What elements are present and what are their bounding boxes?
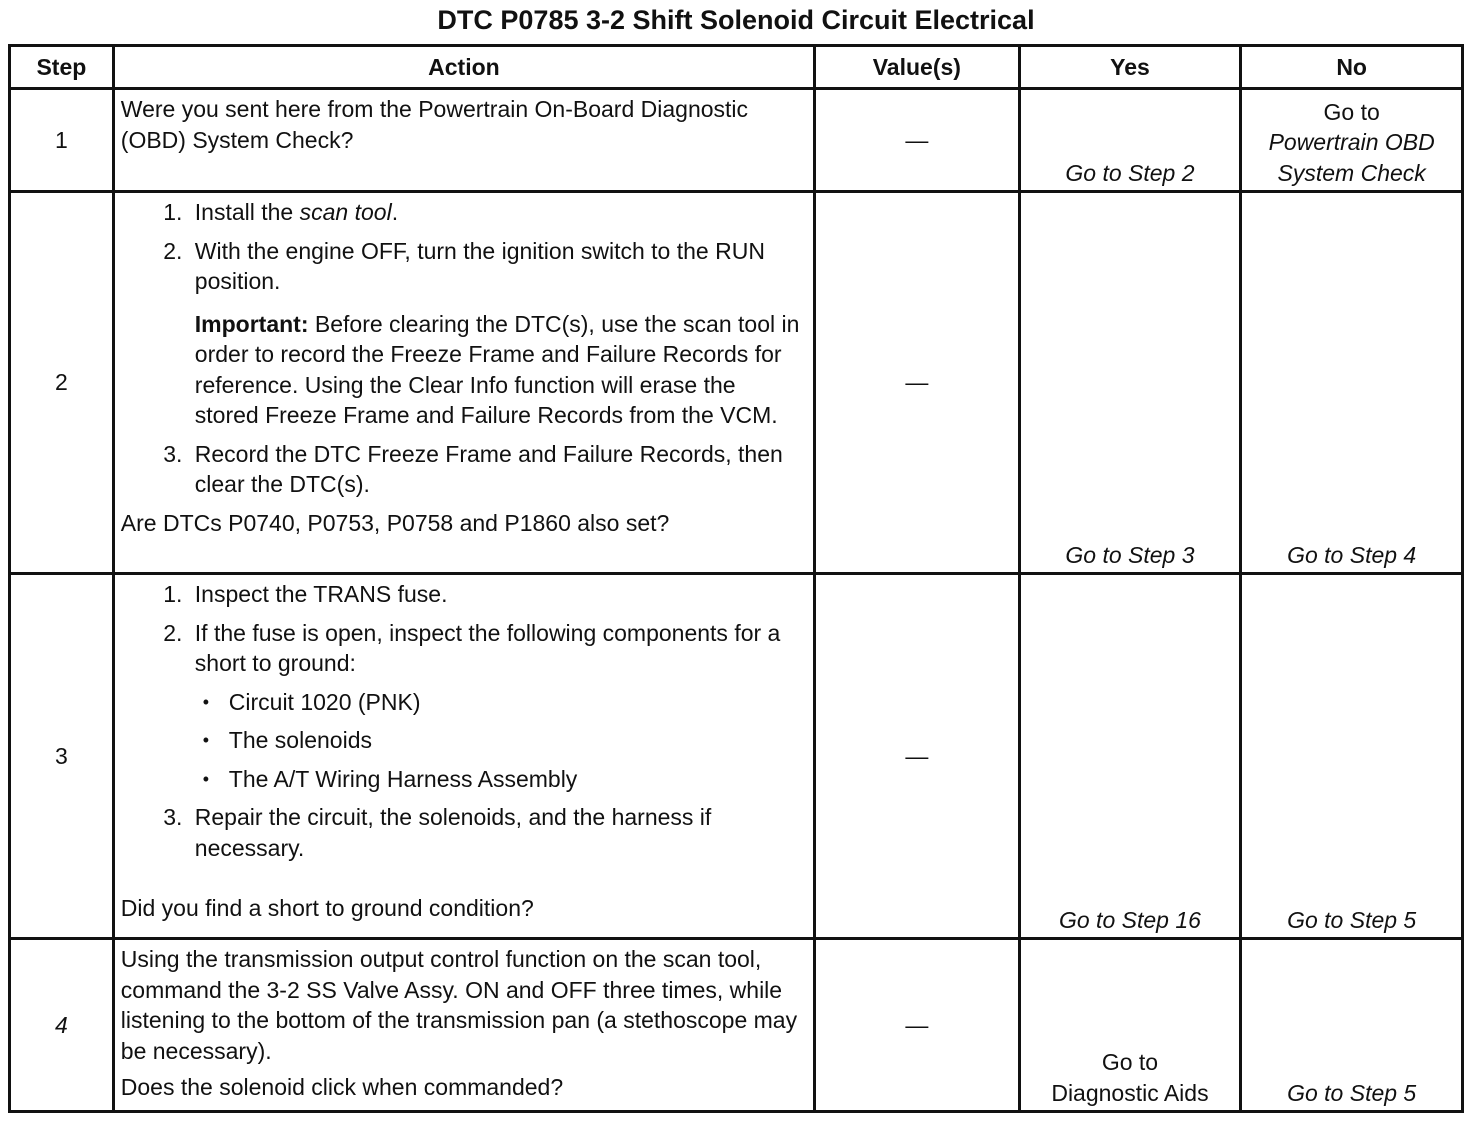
item-text: Inspect the TRANS fuse.: [194, 581, 448, 608]
question-text: Did you find a short to ground condition?: [120, 895, 534, 922]
list-item: [189, 579, 803, 610]
bullet-item: • The solenoids: [225, 725, 803, 756]
no-text: Go to Step 5: [1287, 906, 1417, 933]
value-cell: —: [815, 89, 1020, 192]
step-number: 3: [10, 574, 114, 939]
no-cell: [1241, 939, 1463, 1112]
header-values: Value(s): [815, 46, 1020, 89]
question-text: Are DTCs P0740, P0753, P0758 and P1860 also set?: [120, 509, 670, 536]
no-text: Go to Step 4: [1287, 541, 1417, 568]
yes-cell: [1019, 192, 1241, 574]
yes-text: Go to Step 16: [1058, 906, 1201, 933]
yes-text: Go to Step 2: [1065, 159, 1195, 186]
bullet-item: • The A/T Wiring Harness Assembly: [225, 764, 803, 795]
yes-text: Go to Step 3: [1065, 541, 1195, 568]
item-text: Record the DTC Freeze Frame and Failure Records, then clear the DTC(s).: [194, 440, 783, 498]
table-row: [10, 192, 1463, 574]
action-cell: [113, 574, 814, 939]
bullet-item: • Circuit 1020 (PNK): [225, 687, 803, 718]
step-number: 1: [10, 89, 114, 192]
header-step: Step: [10, 46, 114, 89]
action-text: Using the transmission output control function on the scan tool, command the 3-2 SS Valve Assy. ON and OFF three times, while listening to the bottom of the transmission pan (a stethoscope may be necessary).: [120, 946, 798, 1064]
value-cell: —: [815, 939, 1020, 1112]
value-cell: —: [815, 574, 1020, 939]
no-cell: [1241, 89, 1463, 192]
list-item: [189, 439, 803, 500]
yes-text-line1: Go to: [1101, 1049, 1159, 1075]
item-text: If the fuse is open, inspect the following components for a short to ground:: [194, 619, 781, 677]
item-text: Install the: [194, 199, 300, 226]
no-text-line2: Powertrain OBD System Check: [1268, 129, 1435, 186]
header-yes: Yes: [1019, 46, 1241, 89]
step-number: 2: [10, 192, 114, 574]
header-row: [10, 46, 1463, 89]
no-text: Go to Step 5: [1287, 1079, 1417, 1106]
no-cell: [1241, 574, 1463, 939]
action-cell: [113, 939, 814, 1112]
item-text-suffix: .: [391, 199, 399, 226]
value-cell: —: [815, 192, 1020, 574]
step-list: [121, 579, 803, 863]
important-text: Before clearing the DTC(s), use the scan tool in order to record the Freeze Frame and Failure Records for reference. Using the Clear Info function will erase the stored Freeze Frame and Failure Records from the VCM.: [194, 310, 800, 429]
step-number: 4: [10, 939, 114, 1112]
component-list: [195, 687, 803, 795]
important-label: Important:: [194, 310, 309, 337]
question-text: Does the solenoid click when commanded?: [120, 1074, 564, 1101]
list-item: [189, 197, 803, 228]
yes-text-line2: Diagnostic Aids: [1051, 1079, 1209, 1106]
list-item: [189, 802, 803, 863]
no-text-line1: Go to: [1323, 98, 1380, 125]
list-item: [189, 236, 803, 431]
spacer: [121, 871, 803, 891]
header-action: Action: [113, 46, 814, 89]
action-text: Were you sent here from the Powertrain On-Board Diagnostic (OBD) System Check?: [120, 96, 749, 153]
page-title: DTC P0785 3-2 Shift Solenoid Circuit Electrical: [437, 5, 1035, 35]
action-cell: [113, 192, 814, 574]
step-list: [121, 197, 803, 500]
table-row: [10, 89, 1463, 192]
no-cell: [1241, 192, 1463, 574]
yes-cell: [1019, 939, 1241, 1112]
table-row: [10, 574, 1463, 939]
diagnostic-table: [8, 44, 1464, 1113]
yes-cell: [1019, 89, 1241, 192]
item-emphasis: scan tool: [299, 199, 392, 226]
important-note: [195, 309, 803, 431]
list-item: [189, 618, 803, 795]
item-text: With the engine OFF, turn the ignition switch to the RUN position.: [194, 237, 765, 295]
item-text: Repair the circuit, the solenoids, and the harness if necessary.: [194, 804, 712, 861]
yes-cell: [1019, 574, 1241, 939]
table-row: [10, 939, 1463, 1112]
header-no: No: [1241, 46, 1463, 89]
action-cell: [113, 89, 814, 192]
